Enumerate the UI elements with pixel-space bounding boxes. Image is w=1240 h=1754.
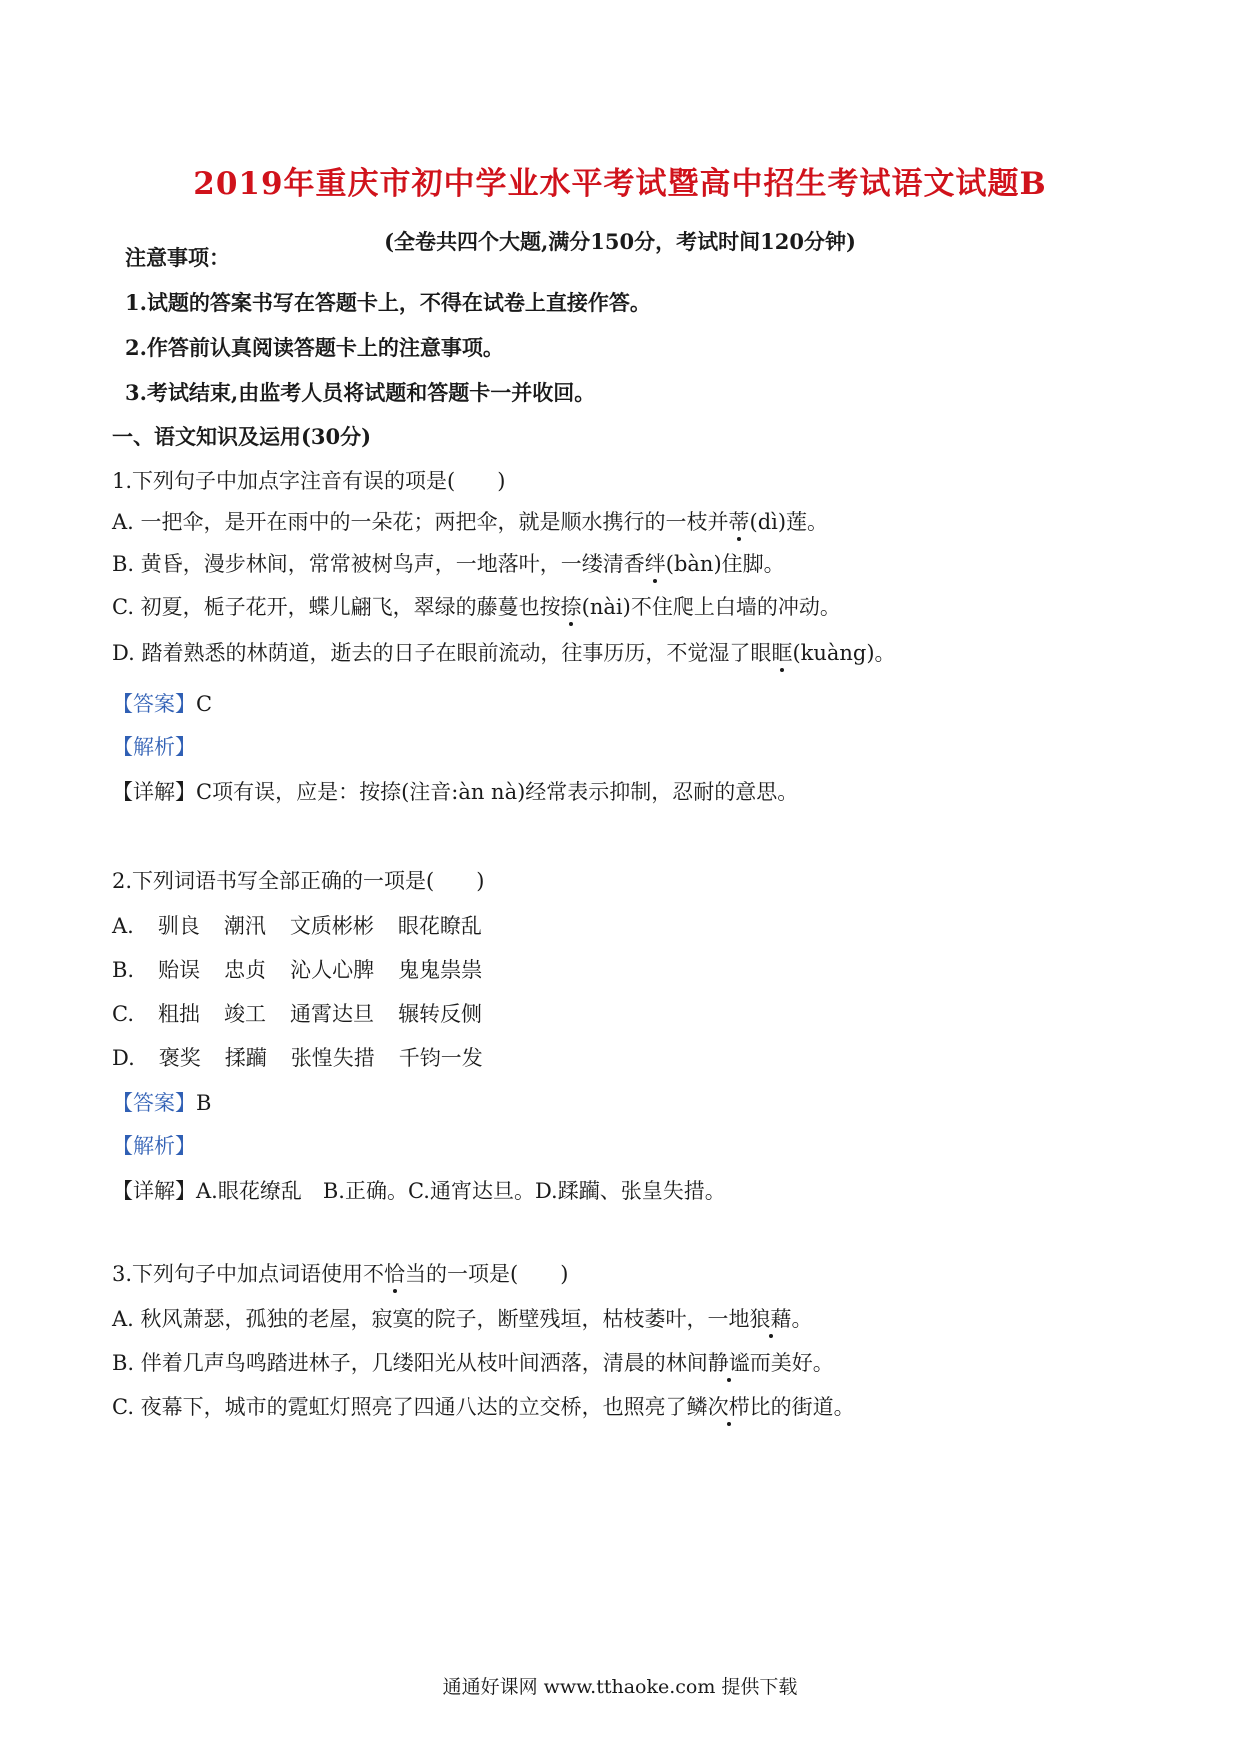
question-2-option-a: A. 驯良 潮汛 文质彬彬 眼花瞭乱 bbox=[112, 914, 482, 938]
question-2-stem: 2.下列词语书写全部正确的一项是( ) bbox=[112, 869, 485, 893]
question-1-option-d: D. 踏着熟悉的林荫道，逝去的日子在眼前流动，往事历历，不觉湿了眼眶(kuàng)。 bbox=[112, 641, 896, 665]
question-2-option-d: D. 褒奖 揉躏 张惶失措 千钧一发 bbox=[112, 1046, 483, 1070]
analysis-label: 【解析】 bbox=[112, 1134, 196, 1158]
question-3-option-b: B. 伴着几声鸟鸣踏进林子，几缕阳光从枝叶间洒落，清晨的林间静谧而美好。 bbox=[112, 1351, 834, 1375]
dotted-char: 不恰当 bbox=[363, 1262, 427, 1286]
answer-value: B bbox=[196, 1091, 212, 1115]
notice-item: 3.考试结束,由监考人员将试题和答题卡一并收回。 bbox=[125, 380, 596, 405]
dotted-char: 鳞次栉比 bbox=[686, 1395, 771, 1419]
question-1-stem: 1.下列句子中加点字注音有误的项是( ) bbox=[112, 469, 506, 493]
notice-item: 1.试题的答案书写在答题卡上，不得在试卷上直接作答。 bbox=[125, 290, 651, 315]
detail-text: C项有误，应是：按捺(注音:àn nà)经常表示抑制，忍耐的意思。 bbox=[196, 780, 799, 804]
question-1-option-b: B. 黄昏，漫步林间，常常被树鸟声，一地落叶，一缕清香绊(bàn)住脚。 bbox=[112, 552, 785, 576]
question-3-option-a: A. 秋风萧瑟，孤独的老屋，寂寞的院子，断壁残垣，枯枝萎叶，一地狼藉。 bbox=[112, 1307, 813, 1331]
dotted-char: 捺 bbox=[560, 595, 582, 619]
question-3-stem: 3.下列句子中加点词语使用不恰当的一项是( ) bbox=[112, 1262, 569, 1286]
question-1-option-c: C. 初夏，栀子花开，蝶儿翩飞，翠绿的藤蔓也按捺(nài)不住爬上白墙的冲动。 bbox=[112, 595, 841, 619]
question-1-detail bbox=[112, 778, 1142, 806]
analysis-label: 【解析】 bbox=[112, 735, 196, 759]
page-title: 2019年重庆市初中学业水平考试暨高中招生考试语文试题B bbox=[193, 166, 1047, 202]
option-letter: D. bbox=[112, 1046, 135, 1070]
question-3-option-c: C. 夜幕下，城市的霓虹灯照亮了四通八达的立交桥，也照亮了鳞次栉比的街道。 bbox=[112, 1395, 855, 1419]
question-2-option-b: B. 贻误 忠贞 沁人心脾 鬼鬼祟祟 bbox=[112, 958, 483, 982]
question-2-option-c: C. 粗拙 竣工 通霄达旦 辗转反侧 bbox=[112, 1002, 482, 1026]
detail-text: A.眼花缭乱 B.正确。C.通宵达旦。D.蹂躏、张皇失措。 bbox=[196, 1179, 726, 1203]
section-heading: 一、语文知识及运用(30分) bbox=[112, 424, 372, 449]
dotted-char: 静谧 bbox=[707, 1351, 750, 1375]
dotted-char: 狼藉 bbox=[749, 1307, 792, 1331]
question-2-analysis bbox=[112, 1132, 1142, 1160]
question-1-analysis bbox=[112, 733, 1142, 761]
notice-heading: 注意事项： bbox=[125, 245, 230, 270]
question-1-option-a: A. 一把伞，是开在雨中的一朵花；两把伞，就是顺水携行的一枝并蒂(dì)莲。 bbox=[112, 510, 829, 534]
dotted-char: 绊 bbox=[644, 552, 666, 576]
question-2-detail bbox=[112, 1177, 1142, 1205]
exam-info: (全卷共四个大题,满分150分，考试时间120分钟) bbox=[384, 229, 856, 254]
detail-label: 【详解】 bbox=[112, 780, 196, 804]
answer-label: 【答案】 bbox=[112, 1091, 196, 1115]
footer-source: 通通好课网 www.tthaoke.com 提供下载 bbox=[442, 1676, 798, 1698]
detail-label: 【详解】 bbox=[112, 1179, 196, 1203]
option-letter: C. bbox=[112, 1002, 134, 1026]
answer-value: C bbox=[196, 692, 213, 716]
notice-item: 2.作答前认真阅读答题卡上的注意事项。 bbox=[125, 335, 504, 360]
dotted-char: 眶 bbox=[771, 641, 793, 665]
answer-label: 【答案】 bbox=[112, 692, 196, 716]
question-2-answer bbox=[112, 1089, 1142, 1117]
option-letter: A. bbox=[112, 914, 134, 938]
dotted-char: 蒂 bbox=[728, 510, 750, 534]
question-1-answer bbox=[112, 690, 1142, 718]
option-letter: B. bbox=[112, 958, 135, 982]
